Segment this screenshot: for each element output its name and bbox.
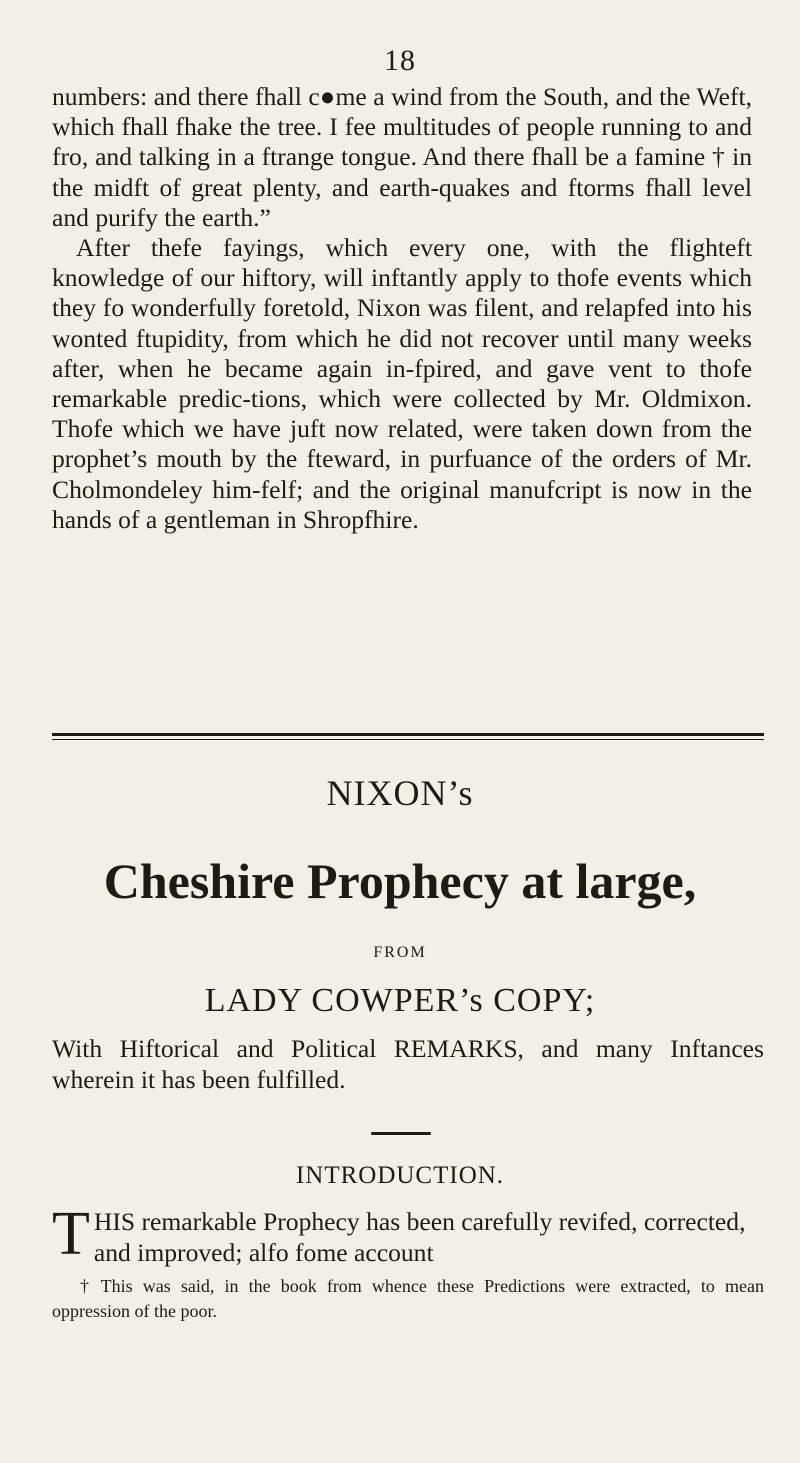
intro-paragraph — [52, 1200, 764, 1268]
section-title-line1: NIXON’s — [326, 773, 474, 813]
from-label: FROM — [373, 944, 427, 961]
footnote — [52, 1274, 764, 1324]
intro-heading: INTRODUCTION. — [295, 1162, 505, 1189]
footnote-mark: † — [80, 1276, 95, 1296]
drop-cap: T — [52, 1200, 90, 1268]
body-paragraph: numbers: and there fhall c●me a wind from the South, and the Weft, which fhall fhake the tree. I fee multitudes of people running to and fro, and talking in a ftrange tongue. And there fhall be a famine † in the midft of great plenty, and earth-quakes and ftorms fhall level and purify the earth.” — [52, 82, 752, 232]
body-text — [52, 82, 752, 535]
copy-title: LADY COWPER’s COPY; — [204, 982, 596, 1019]
footnote-text: This was said, in the book from whence these Predictions were extracted, to mean oppression of the poor. — [52, 1276, 764, 1321]
section-title-line2: Cheshire Prophecy at large, — [103, 853, 697, 909]
intro-text: HIS remarkable Prophecy has been carefully revifed, corrected, and improved; alfo fome account — [93, 1207, 746, 1267]
section-divider-thick — [52, 733, 764, 736]
section-divider-thin — [52, 739, 764, 740]
subtitle: With Hiftorical and Political REMARKS, and many Inftances wherein it has been fulfilled. — [52, 1034, 764, 1094]
body-paragraph: After thefe fayings, which every one, with the flighteft knowledge of our hiftory, will inftantly apply to thofe events which they fo wonderfully foretold, Nixon was filent, and relapfed into his wonted ftupidity, from which he did not recover until many weeks after, when he became again in-fpired, and gave vent to thofe remarkable predic-tions, which were collected by Mr. Oldmixon. Thofe which we have juft now related, were taken down from the prophet’s mouth by the fteward, in purfuance of the orders of Mr. Cholmondeley him-felf; and the original manufcript is now in the hands of a gentleman in Shropfhire. — [52, 233, 752, 534]
page-number: 18 — [384, 44, 416, 77]
ornament-rule — [371, 1132, 431, 1135]
